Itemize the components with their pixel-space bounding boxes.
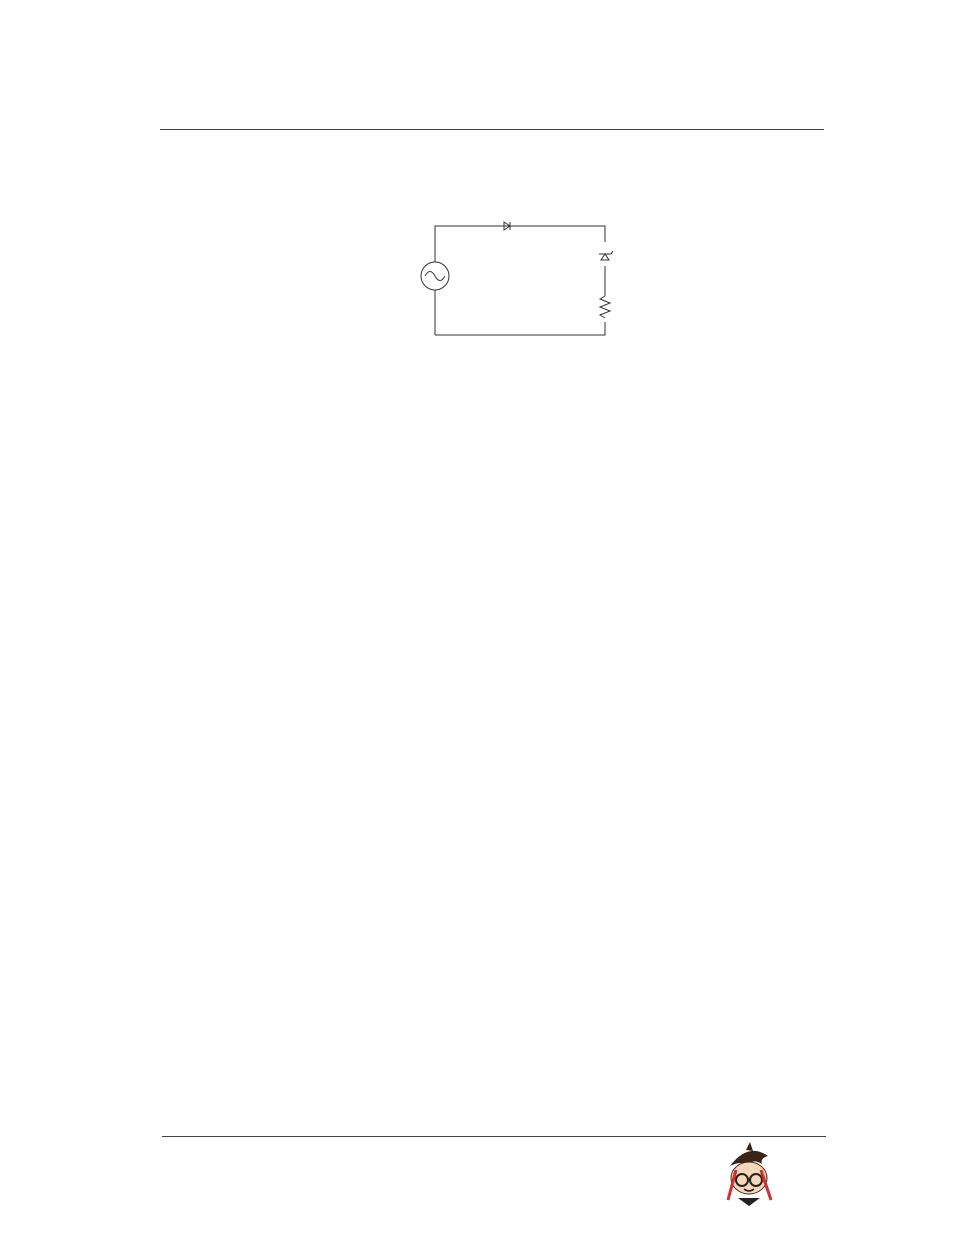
chart-c [215, 584, 505, 764]
q7-circuit [380, 190, 660, 340]
header-rule [160, 129, 824, 130]
q8-counter-circuit [225, 840, 745, 975]
zener-diode-icon [599, 251, 613, 260]
chart-a [215, 372, 505, 557]
footer-rule [162, 1136, 826, 1137]
chart-d [505, 584, 805, 764]
collegedunia-mascot-icon [716, 1140, 778, 1210]
chart-b [505, 372, 805, 557]
